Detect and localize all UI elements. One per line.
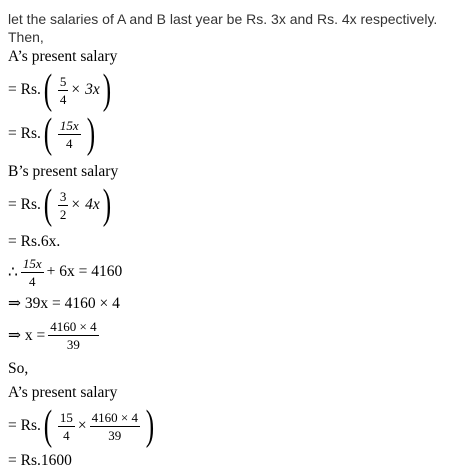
fraction-bar xyxy=(21,272,44,273)
left-paren: ( xyxy=(43,182,53,228)
equation-prefix: = Rs. xyxy=(8,81,41,98)
final-result: = Rs.1600 xyxy=(8,452,72,469)
denominator: 4 xyxy=(66,135,73,151)
fraction xyxy=(48,319,98,352)
therefore-symbol: ∴ xyxy=(8,263,18,281)
conclusion-heading: A’s present salary xyxy=(8,384,118,401)
times-sign: × xyxy=(71,196,81,213)
b-present-equation-2: = Rs.6x. xyxy=(8,233,61,250)
numerator: 15 xyxy=(59,409,73,425)
left-paren: ( xyxy=(43,67,53,113)
equation-rest: + 6x = 4160 xyxy=(46,263,123,280)
left-paren: ( xyxy=(43,403,53,449)
numerator: 5 xyxy=(59,73,67,89)
fraction-2 xyxy=(90,410,140,443)
denominator: 39 xyxy=(108,427,122,443)
term: 3x xyxy=(85,81,100,98)
numerator: 15x xyxy=(59,117,79,133)
right-paren: ) xyxy=(86,111,95,157)
intro-line-1: let the salaries of A and B last year be Rs. 3x and Rs. 4x respectively. xyxy=(8,11,438,27)
b-present-equation-1 xyxy=(8,182,114,228)
so-label: So, xyxy=(8,360,29,377)
right-paren: ) xyxy=(145,403,155,449)
fraction xyxy=(58,74,69,107)
equation-prefix: ⇒ x = xyxy=(8,326,46,344)
denominator: 4 xyxy=(63,427,70,443)
fraction xyxy=(21,256,44,289)
right-paren: ) xyxy=(102,67,111,113)
solve-equation-2: ⇒ 39x = 4160 × 4 xyxy=(8,295,120,312)
times-sign: × xyxy=(77,417,87,434)
right-paren: ) xyxy=(102,182,111,228)
denominator: 2 xyxy=(59,206,67,222)
times-sign: × xyxy=(71,81,81,98)
numerator: 15x xyxy=(22,255,42,271)
equation-prefix: = Rs. xyxy=(8,417,41,434)
denominator: 39 xyxy=(66,336,80,352)
b-present-heading: B’s present salary xyxy=(8,163,119,180)
fraction-bar xyxy=(48,335,98,336)
fraction-bar xyxy=(58,90,69,91)
equation-prefix: = Rs. xyxy=(8,196,41,213)
fraction-bar xyxy=(58,205,69,206)
fraction xyxy=(58,118,81,151)
numerator: 4160 × 4 xyxy=(50,318,97,334)
denominator: 4 xyxy=(59,91,67,107)
fraction-1 xyxy=(58,410,75,443)
solve-equation-1 xyxy=(8,254,122,290)
solve-equation-3 xyxy=(8,316,102,354)
conclusion-equation-1 xyxy=(8,405,157,447)
fraction-bar xyxy=(58,134,81,135)
fraction-bar xyxy=(58,426,75,427)
fraction xyxy=(58,189,69,222)
intro-line-2: Then, xyxy=(8,29,44,45)
denominator: 4 xyxy=(29,273,36,289)
left-paren: ( xyxy=(43,111,53,157)
a-present-equation-1 xyxy=(8,67,114,113)
fraction-bar xyxy=(90,426,140,427)
a-present-heading: A’s present salary xyxy=(8,48,118,65)
term: 4x xyxy=(85,196,100,213)
numerator: 4160 × 4 xyxy=(91,409,138,425)
numerator: 3 xyxy=(59,188,67,204)
equation-prefix: = Rs. xyxy=(8,125,41,142)
a-present-equation-2 xyxy=(8,111,98,157)
